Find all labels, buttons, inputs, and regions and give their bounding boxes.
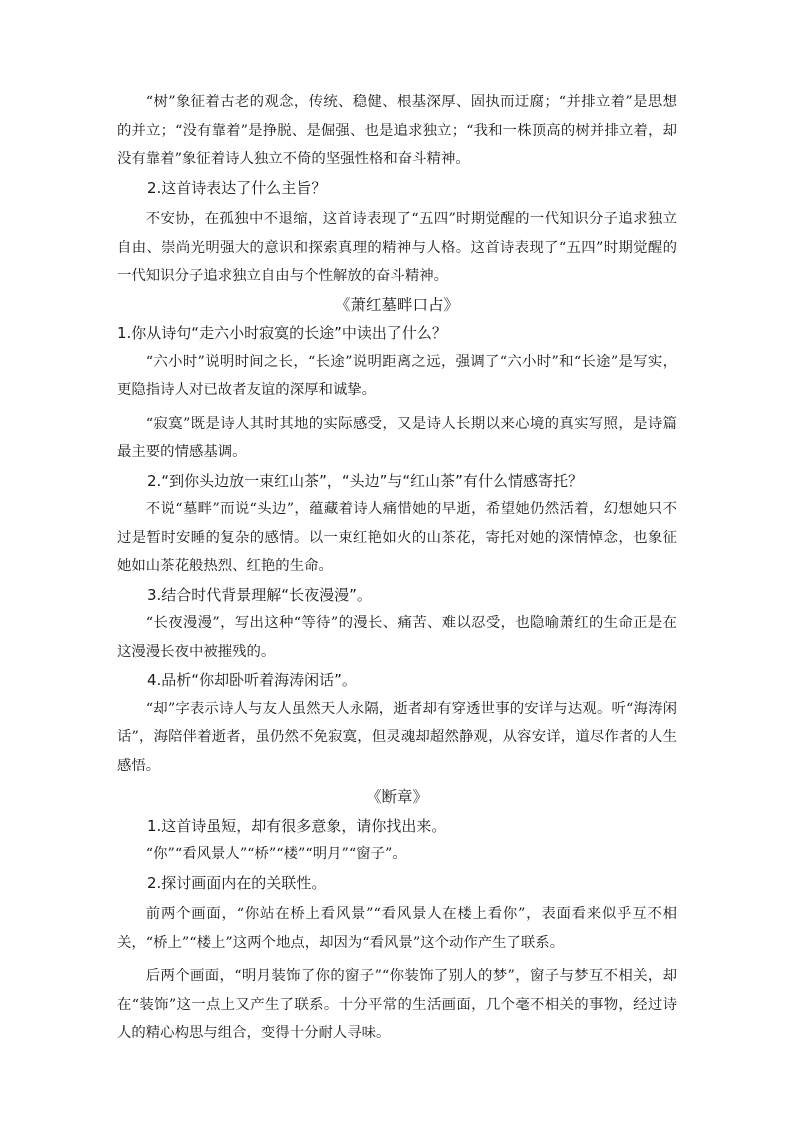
answer-paragraph: “树”象征着古老的观念，传统、稳健、根基深厚、固执而迂腐；“并排立着”是思想的并立；“没有靠着”是挣脱、是倔强、也是追求独立；“我和一株顶高的树并排立着，却没有靠着”象征着诗人独立不倚的坚强性格和奋斗精神。 <box>117 94 677 167</box>
answer-paragraph: “你”“看风景人”“桥”“楼”“明月”“窗子”。 <box>145 846 407 862</box>
answer-paragraph: “寂寞”既是诗人其时其地的实际感受，又是诗人长期以来心境的真实写照，是诗篇最主要的情感基调。 <box>117 415 677 460</box>
answer-paragraph: 不安协，在孤独中不退缩，这首诗表现了“五四”时期觉醒的一代知识分子追求独立自由、崇尚光明强大的意识和探索真理的精神与人格。这首诗表现了“五四”时期觉醒的一代知识分子追求独立自由与个性解放的奋斗精神。 <box>117 211 677 284</box>
answer-paragraph: “却”字表示诗人与友人虽然天人永隔，逝者却有穿透世事的安详与达观。听“海涛闲话”，海陪伴着逝者，虽仍然不免寂寞，但灵魂却超然静观，从容安详，道尽作者的人生感悟。 <box>117 700 677 774</box>
answer-paragraph: 后两个画面，“明月装饰了你的窗子”“你装饰了别人的梦”，窗子与梦互不相关，却在“装饰”这一点上又产生了联系。十分平常的生活画面，几个毫不相关的事物，经过诗人的精心构思与组合，变得十分耐人寻味。 <box>117 968 677 1041</box>
question-heading: 4.品析“你却卧听着海涛闲话”。 <box>147 671 357 689</box>
poem-title: 《萧红墓畔口占》 <box>334 295 459 314</box>
question-heading: 1.你从诗句“走六小时寂寞的长途”中读出了什么？ <box>117 324 447 342</box>
question-heading: 1.这首诗虽短，却有很多意象，请你找出来。 <box>147 816 447 835</box>
answer-paragraph: “长夜漫漫”，写出这种“等待”的漫长、痛苦、难以忍受，也隐喻萧红的生命正是在这漫漫长夜中被摧残的。 <box>117 615 677 660</box>
question-heading: 2.“到你头边放一束红山茶”，“头边”与“红山茶”有什么情感寄托？ <box>147 471 583 490</box>
answer-paragraph: 不说“墓畔”而说“头边”，蕴藏着诗人痛惜她的早逝，希望她仍然活着，幻想她只不过是暂时安睡的复杂的感情。以一束红艳如火的山茶花，寄托对她的深情悼念，也象征她如山茶花般热烈、红艳的生命。 <box>117 501 677 574</box>
question-heading: 3.结合时代背景理解“长夜漫漫”。 <box>147 585 372 604</box>
poem-title: 《断章》 <box>365 788 428 806</box>
document-body <box>117 88 677 1048</box>
question-heading: 2.探讨画面内在的关联性。 <box>147 873 327 892</box>
answer-paragraph: “六小时”说明时间之长，“长途”说明距离之远，强调了“六小时”和“长途”是写实，更隐指诗人对已故者友谊的深厚和诚挚。 <box>117 353 677 398</box>
answer-paragraph: 前两个画面，“你站在桥上看风景”“看风景人在楼上看你”，表面看来似乎互不相关，“桥上”“楼上”这两个地点，却因为“看风景”这个动作产生了联系。 <box>117 906 677 951</box>
question-heading: 2.这首诗表达了什么主旨？ <box>147 178 327 197</box>
